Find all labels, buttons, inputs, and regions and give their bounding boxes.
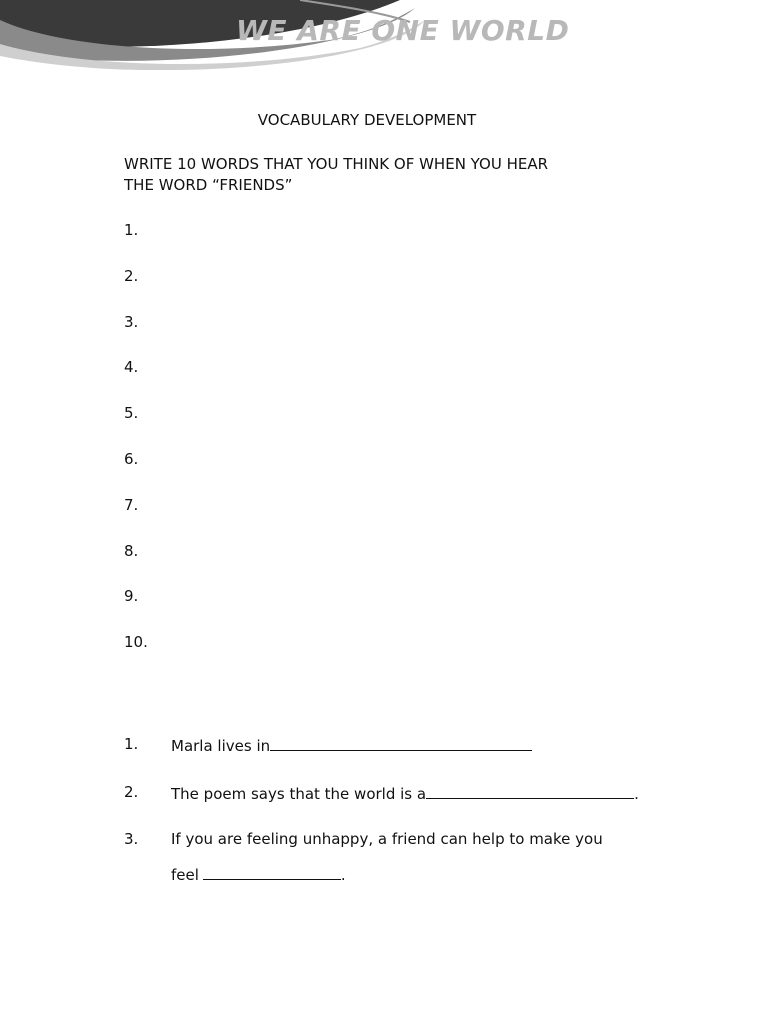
- answer-blank[interactable]: [426, 782, 634, 799]
- word-list: [124, 220, 148, 678]
- answer-blank[interactable]: [270, 734, 532, 751]
- instruction-line-1: WRITE 10 WORDS THAT YOU THINK OF WHEN YOU HEAR: [124, 155, 549, 173]
- list-item: 1.: [124, 221, 139, 239]
- list-item: 5.: [124, 404, 139, 423]
- list-item: 2.: [124, 266, 139, 285]
- question-end-punctuation: .: [634, 785, 639, 803]
- question-number: 1.: [124, 735, 139, 753]
- question-body: [171, 782, 639, 804]
- question-continuation-text: feel: [171, 866, 199, 884]
- list-item: 7.: [124, 495, 139, 514]
- question-end-punctuation: .: [340, 866, 346, 884]
- list-item: 8.: [124, 541, 139, 560]
- document-title: VOCABULARY DEVELOPMENT: [257, 111, 477, 129]
- list-item: 9.: [124, 587, 139, 606]
- question-body: [171, 734, 532, 756]
- question-number: 2.: [124, 783, 139, 801]
- instruction-line-2: THE WORD “FRIENDS”: [124, 176, 293, 194]
- list-item: 4.: [124, 358, 139, 377]
- question-text: Marla lives in: [171, 737, 271, 755]
- answer-blank[interactable]: [203, 863, 341, 880]
- instruction-text: [124, 154, 644, 196]
- question-number: 3.: [124, 830, 139, 848]
- list-item: 10.: [124, 633, 148, 652]
- list-item: 3.: [124, 312, 139, 331]
- list-item: 6.: [124, 449, 139, 468]
- question-text: If you are feeling unhappy, a friend can help to make you: [171, 830, 603, 848]
- header-title: WE ARE ONE WORLD: [236, 14, 570, 47]
- question-text: The poem says that the world is a: [171, 785, 427, 803]
- question-continuation: [171, 863, 346, 885]
